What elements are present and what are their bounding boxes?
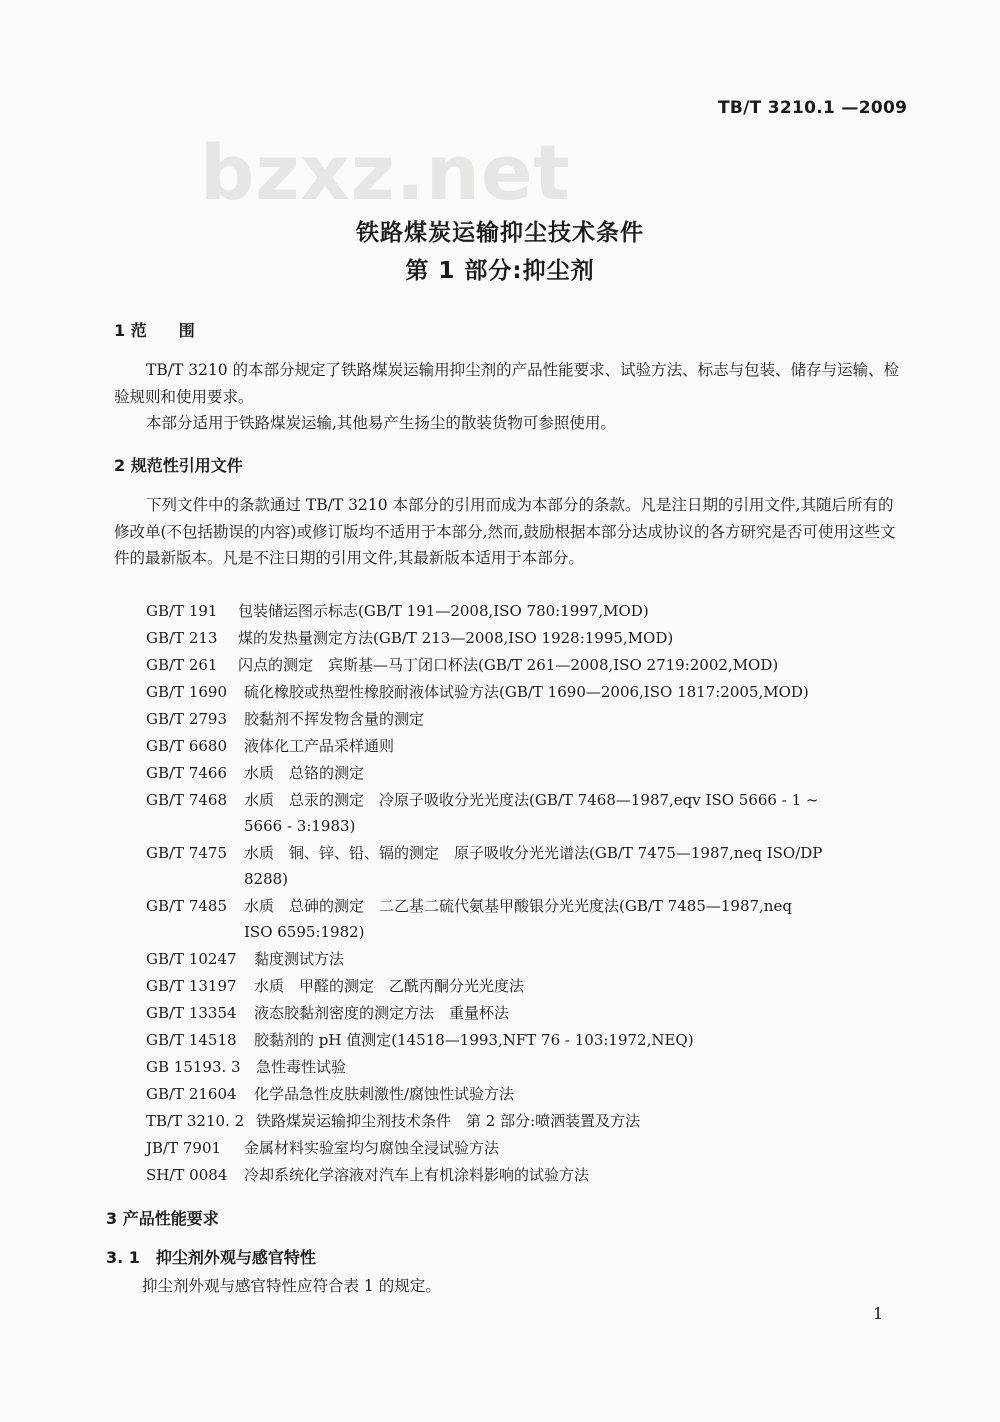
reference-item	[146, 1162, 906, 1189]
reference-title-continuation: 8288)	[244, 870, 289, 888]
reference-title: 黏度测试方法	[254, 950, 345, 968]
reference-title: 煤的发热量测定方法(GB/T 213—2008,ISO 1928:1995,MOD)	[238, 629, 674, 647]
reference-title: 冷却系统化学溶液对汽车上有机涂料影响的试验方法	[244, 1166, 590, 1184]
reference-code: GB/T 7468	[146, 791, 228, 809]
reference-item	[146, 598, 906, 625]
reference-code: GB/T 14518	[146, 1031, 237, 1049]
section-3-1-paragraph: 抑尘剂外观与感官特性应符合表 1 的规定。	[142, 1277, 441, 1295]
section-1-body	[114, 357, 900, 437]
reference-code: GB/T 213	[146, 629, 218, 647]
reference-title: 水质 甲醛的测定 乙酰丙酮分光光度法	[254, 977, 525, 995]
reference-code: SH/T 0084	[146, 1166, 228, 1184]
section-2-body	[114, 492, 900, 572]
reference-item	[146, 1054, 906, 1081]
reference-title: 闪点的测定 宾斯基—马丁闭口杯法(GB/T 261—2008,ISO 2719:2002,MOD)	[238, 656, 779, 674]
reference-code: GB/T 1690	[146, 683, 228, 701]
reference-code: GB/T 21604	[146, 1085, 237, 1103]
reference-title: 急性毒性试验	[256, 1058, 347, 1076]
reference-code: GB/T 7475	[146, 844, 228, 862]
standard-code: TB/T 3210.1 —2009	[718, 98, 908, 118]
reference-code: GB/T 6680	[146, 737, 228, 755]
section-1-paragraph-1: TB/T 3210 的本部分规定了铁路煤炭运输用抑尘剂的产品性能要求、试验方法、标志与包装、储存与运输、检验规则和使用要求。	[114, 361, 900, 406]
reference-title: 铁路煤炭运输抑尘剂技术条件 第 2 部分:喷洒装置及方法	[256, 1112, 641, 1130]
reference-title: 胶黏剂的 pH 值测定(14518—1993,NFT 76 - 103:1972,NEQ)	[254, 1031, 694, 1049]
section-3-1-heading: 3. 1 抑尘剂外观与感官特性	[106, 1248, 316, 1267]
reference-item	[146, 787, 906, 840]
reference-item	[146, 946, 906, 973]
reference-title: 金属材料实验室均匀腐蚀全浸试验方法	[244, 1139, 500, 1157]
reference-code: GB/T 10247	[146, 950, 237, 968]
reference-title: 化学品急性皮肤刺激性/腐蚀性试验方法	[254, 1085, 515, 1103]
document-title: 铁路煤炭运输抑尘技术条件	[356, 220, 644, 246]
reference-title: 水质 铜、锌、铅、镉的测定 原子吸收分光光谱法(GB/T 7475—1987,neq ISO/DP	[244, 844, 823, 862]
reference-item	[146, 1108, 906, 1135]
reference-title: 液态胶黏剂密度的测定方法 重量杯法	[254, 1004, 510, 1022]
reference-item	[146, 652, 906, 679]
reference-code: GB/T 2793	[146, 710, 228, 728]
document-subtitle: 第 1 部分:抑尘剂	[405, 258, 595, 284]
reference-title: 液体化工产品采样通则	[244, 737, 395, 755]
section-2-paragraph: 下列文件中的条款通过 TB/T 3210 本部分的引用而成为本部分的条款。凡是注日期的引用文件,其随后所有的修改单(不包括勘误的内容)或修订版均不适用于本部分,然而,鼓励根据本部分达成协议的各方研究是否可使用这些文件的最新版本。凡是不注日期的引用文件,其最新版本适用于本部分。	[114, 496, 896, 567]
watermark: bzxz.net	[200, 128, 571, 217]
reference-item	[146, 1000, 906, 1027]
reference-title: 水质 总汞的测定 冷原子吸收分光光度法(GB/T 7468—1987,eqv ISO 5666 - 1 ~	[244, 791, 819, 809]
reference-title: 胶黏剂不挥发物含量的测定	[244, 710, 425, 728]
reference-title: 水质 总砷的测定 二乙基二硫代氨基甲酸银分光光度法(GB/T 7485—1987,neq	[244, 897, 792, 915]
reference-item	[146, 706, 906, 733]
reference-code: GB/T 7485	[146, 897, 228, 915]
reference-title: 包装储运图示标志(GB/T 191—2008,ISO 780:1997,MOD)	[238, 602, 649, 620]
reference-item	[146, 733, 906, 760]
reference-code: GB/T 7466	[146, 764, 228, 782]
reference-code: GB/T 191	[146, 602, 218, 620]
reference-item	[146, 840, 906, 893]
reference-item	[146, 1081, 906, 1108]
reference-code: GB/T 261	[146, 656, 218, 674]
reference-item	[146, 973, 906, 1000]
reference-item	[146, 760, 906, 787]
reference-item	[146, 893, 906, 946]
section-3-heading: 3 产品性能要求	[106, 1209, 219, 1228]
normative-reference-list	[146, 598, 906, 1189]
section-2-heading: 2 规范性引用文件	[114, 456, 243, 475]
reference-item	[146, 625, 906, 652]
reference-title: 硫化橡胶或热塑性橡胶耐液体试验方法(GB/T 1690—2006,ISO 1817:2005,MOD)	[244, 683, 809, 701]
reference-item	[146, 1027, 906, 1054]
reference-title-continuation: 5666 - 3:1983)	[244, 817, 356, 835]
reference-item	[146, 1135, 906, 1162]
reference-item	[146, 679, 906, 706]
section-1-paragraph-2: 本部分适用于铁路煤炭运输,其他易产生扬尘的散装货物可参照使用。	[146, 414, 616, 432]
section-1-heading: 1 范 围	[114, 321, 195, 340]
reference-code: GB/T 13354	[146, 1004, 237, 1022]
reference-title-continuation: ISO 6595:1982)	[244, 923, 365, 941]
reference-code: GB 15193. 3	[146, 1058, 241, 1076]
reference-title: 水质 总铬的测定	[244, 764, 365, 782]
reference-code: TB/T 3210. 2	[146, 1112, 245, 1130]
page-number: 1	[873, 1304, 884, 1323]
reference-code: JB/T 7901	[146, 1139, 222, 1157]
reference-code: GB/T 13197	[146, 977, 237, 995]
